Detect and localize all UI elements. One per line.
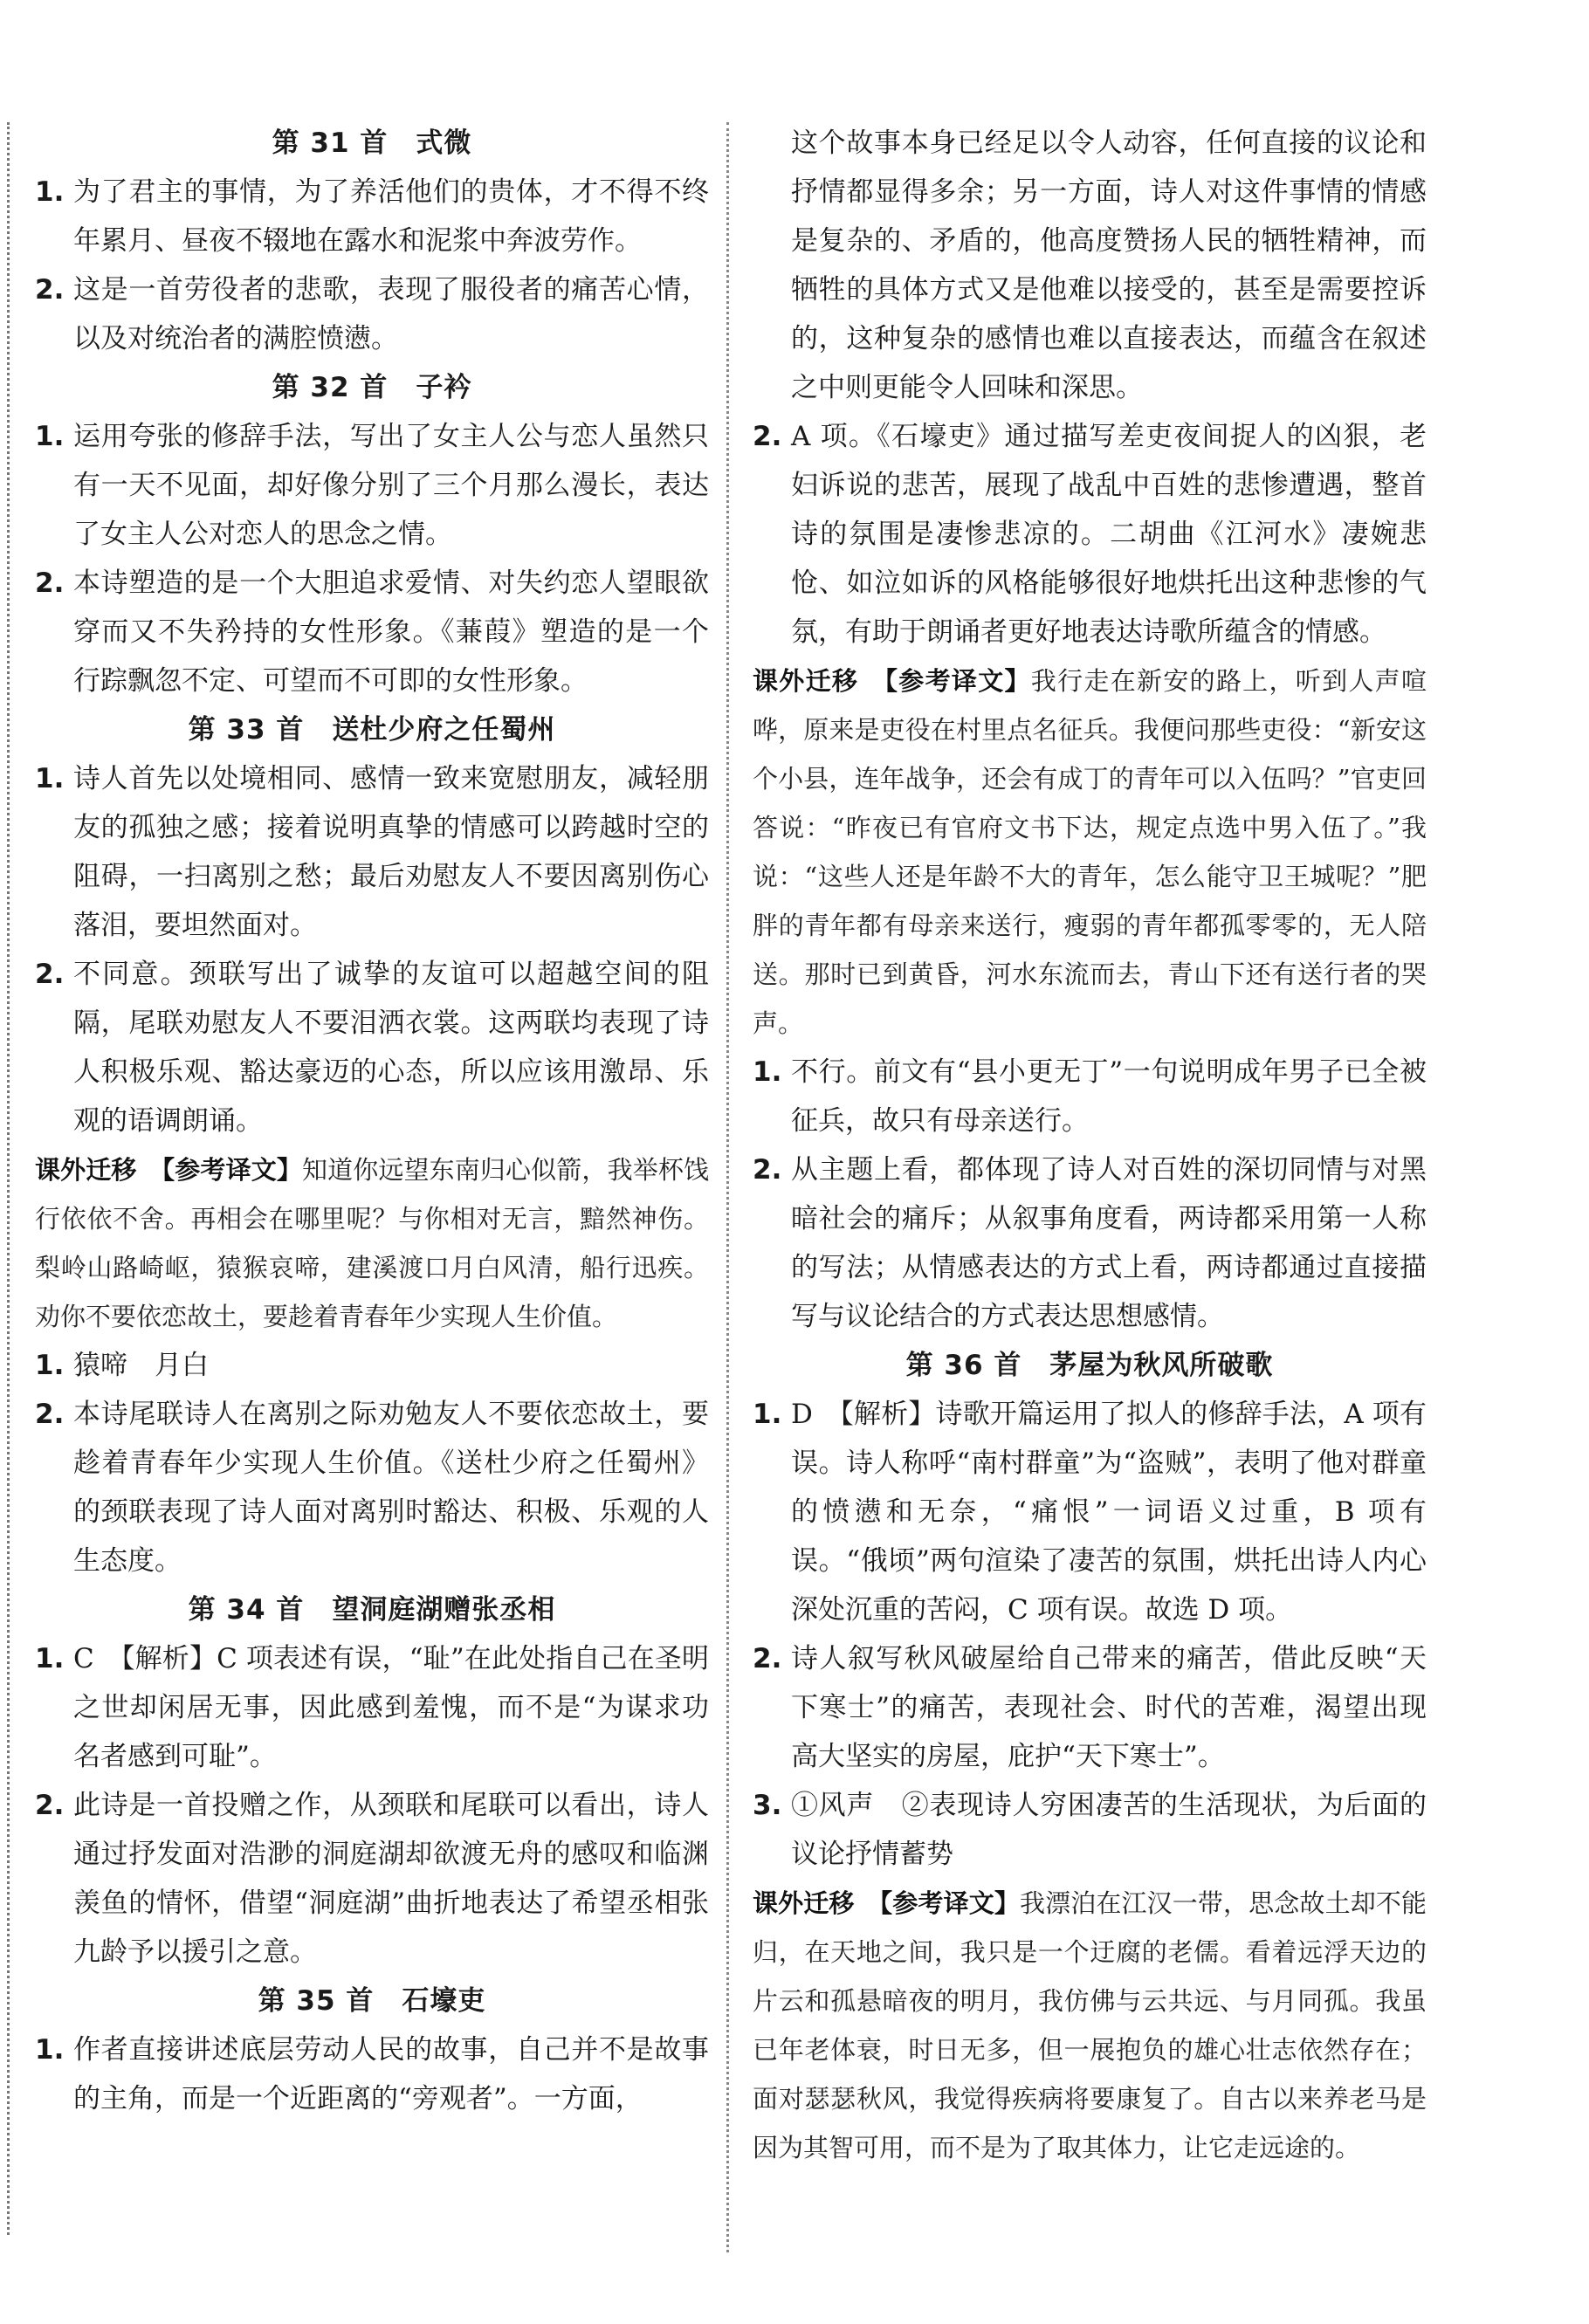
item-number: 2. [35, 959, 65, 990]
item-text: 从主题上看，都体现了诗人对百姓的深切同情与对黑暗社会的痛斥；从叙事角度看，两诗都采用第一人称的写法；从情感表达的方式上看，两诗都通过直接描写与议论结合的方式表达思想感情。 [791, 1154, 1427, 1332]
section-title-32: 第 32 首 子衿 [272, 372, 472, 403]
section-title-36: 第 36 首 茅屋为秋风所破歌 [905, 1350, 1274, 1381]
reference-translation [35, 1145, 709, 1341]
right-column [753, 119, 1427, 2172]
item-number: 2. [753, 421, 782, 452]
continued-text: 这个故事本身已经足以令人动容，任何直接的议论和抒情都显得多余；另一方面，诗人对这件事情的情感是复杂的、矛盾的，他高度赞扬人民的牺牲精神，而牺牲的具体方式又是他难以接受的，甚至是需要控诉的，这种复杂的感情也难以直接表达，而蕴含在叙述之中则更能令人回味和深思。 [791, 127, 1427, 403]
binding-dotted-edge [7, 122, 10, 2235]
section-title-35: 第 35 首 石壕吏 [258, 1985, 486, 2017]
translation-label: 课外迁移 【参考译文】 [753, 1888, 1020, 1918]
item-number: 1. [35, 176, 65, 208]
answer-item [753, 1781, 1427, 1879]
answer-item [35, 412, 709, 559]
item-number: 1. [35, 2034, 65, 2066]
item-text: 这是一首劳役者的悲歌，表现了服役者的痛苦心情，以及对统治者的满腔愤懑。 [73, 274, 709, 354]
answer-item [753, 1145, 1427, 1341]
reference-translation [753, 1879, 1427, 2172]
answer-item [35, 265, 709, 363]
item-text: 猿啼 月白 [73, 1350, 209, 1381]
item-text: 本诗尾联诗人在离别之际劝勉友人不要依恋故土，要趁着青春年少实现人生价值。《送杜少府之任蜀州》的颈联表现了诗人面对离别时豁达、积极、乐观的人生态度。 [73, 1399, 709, 1577]
item-number: 2. [753, 1154, 782, 1186]
item-number: 2. [35, 274, 65, 306]
translation-text: 我漂泊在江汉一带，思念故土却不能归，在天地之间，我只是一个迂腐的老儒。看着远浮天边的片云和孤悬暗夜的明月，我仿佛与云共远、与月同孤。我虽已年老体衰，时日无多，但一展抱负的雄心壮志依然存在；面对瑟瑟秋风，我觉得疾病将要康复了。自古以来养老马是因为其智可用，而不是为了取其体力，让它走远途的。 [753, 1888, 1427, 2162]
item-text: 此诗是一首投赠之作，从颈联和尾联可以看出，诗人通过抒发面对浩渺的洞庭湖却欲渡无舟的感叹和临渊羡鱼的情怀，借望“洞庭湖”曲折地表达了希望丞相张九龄予以援引之意。 [73, 1790, 709, 1968]
item-text: ①风声 ②表现诗人穷困凄苦的生活现状，为后面的议论抒情蓄势 [791, 1790, 1427, 1870]
answer-item [35, 1781, 709, 1977]
answer-item [35, 950, 709, 1145]
item-text: 不行。前文有“县小更无丁”一句说明成年男子已全被征兵，故只有母亲送行。 [791, 1056, 1427, 1137]
item-text: 诗人叙写秋风破屋给自己带来的痛苦，借此反映“天下寒士”的痛苦，表现社会、时代的苦难，渴望出现高大坚实的房屋，庇护“天下寒士”。 [791, 1643, 1427, 1772]
item-text: 为了君主的事情，为了养活他们的贵体，才不得不终年累月、昼夜不辍地在露水和泥浆中奔波劳作。 [73, 176, 709, 257]
answer-item [35, 754, 709, 950]
item-number: 1. [753, 1056, 782, 1088]
item-number: 1. [35, 763, 65, 794]
section-title-33: 第 33 首 送杜少府之任蜀州 [188, 714, 556, 746]
answer-item [753, 1634, 1427, 1781]
answer-item [35, 1341, 709, 1390]
translation-label: 课外迁移 【参考译文】 [35, 1155, 302, 1185]
item-text: 不同意。颈联写出了诚挚的友谊可以超越空间的阻隔，尾联劝慰友人不要泪洒衣裳。这两联均表现了诗人积极乐观、豁达豪迈的心态，所以应该用激昂、乐观的语调朗诵。 [73, 959, 709, 1137]
item-number: 3. [753, 1790, 782, 1821]
translation-text: 知道你远望东南归心似箭，我举杯饯行依依不舍。再相会在哪里呢？与你相对无言，黯然神伤。梨岭山路崎岖，猿猴哀啼，建溪渡口月白风清，船行迅疾。劝你不要依恋故土，要趁着青春年少实现人生价值。 [35, 1155, 709, 1331]
translation-label: 课外迁移 【参考译文】 [753, 666, 1031, 696]
item-text: D 【解析】诗歌开篇运用了拟人的修辞手法，A 项有误。诗人称呼“南村群童”为“盗贼”，表明了他对群童的愤懑和无奈，“痛恨”一词语义过重，B 项有误。“俄顷”两句渲染了凄苦的氛围，烘托出诗人内心深处沉重的苦闷，C 项有误。故选 D 项。 [791, 1399, 1427, 1626]
answer-item [753, 1390, 1427, 1634]
answer-item [35, 559, 709, 705]
item-number: 1. [35, 1350, 65, 1381]
answer-item [35, 1390, 709, 1585]
left-column [35, 119, 709, 2123]
item-number: 1. [35, 421, 65, 452]
translation-text: 我行走在新安的路上，听到人声喧哗，原来是吏役在村里点名征兵。我便问那些吏役：“新安这个小县，连年战争，还会有成丁的青年可以入伍吗？”官吏回答说：“昨夜已有官府文书下达，规定点选中男入伍了。”我说：“这些人还是年龄不大的青年，怎么能守卫王城呢？”肥胖的青年都有母亲来送行，瘦弱的青年都孤零零的，无人陪送。那时已到黄昏，河水东流而去，青山下还有送行者的哭声。 [753, 666, 1427, 1038]
answer-item [35, 168, 709, 265]
item-number: 1. [753, 1399, 782, 1430]
answer-item [753, 412, 1427, 657]
item-text: 运用夸张的修辞手法，写出了女主人公与恋人虽然只有一天不见面，却好像分别了三个月那么漫长，表达了女主人公对恋人的思念之情。 [73, 421, 709, 550]
answer-item [35, 2025, 709, 2123]
item-text: 诗人首先以处境相同、感情一致来宽慰朋友，减轻朋友的孤独之感；接着说明真挚的情感可以跨越时空的阻碍，一扫离别之愁；最后劝慰友人不要因离别伤心落泪，要坦然面对。 [73, 763, 709, 941]
column-divider [726, 122, 729, 2252]
item-text: A 项。《石壕吏》通过描写差吏夜间捉人的凶狠，老妇诉说的悲苦，展现了战乱中百姓的悲惨遭遇，整首诗的氛围是凄惨悲凉的。二胡曲《江河水》凄婉悲怆、如泣如诉的风格能够很好地烘托出这种悲惨的气氛，有助于朗诵者更好地表达诗歌所蕴含的情感。 [791, 421, 1427, 648]
item-text: 作者直接讲述底层劳动人民的故事，自己并不是故事的主角，而是一个近距离的“旁观者”。一方面， [73, 2034, 709, 2114]
item-number: 2. [35, 1399, 65, 1430]
item-number: 2. [35, 567, 65, 599]
item-number: 1. [35, 1643, 65, 1674]
answer-item [753, 1048, 1427, 1145]
answer-item [35, 1634, 709, 1781]
item-text: C 【解析】C 项表述有误，“耻”在此处指自己在圣明之世却闲居无事，因此感到羞愧，而不是“为谋求功名者感到可耻”。 [73, 1643, 709, 1772]
item-text: 本诗塑造的是一个大胆追求爱情、对失约恋人望眼欲穿而又不失矜持的女性形象。《蒹葭》塑造的是一个行踪飘忽不定、可望而不可即的女性形象。 [73, 567, 709, 697]
item-number: 2. [753, 1643, 782, 1674]
item-number: 2. [35, 1790, 65, 1821]
section-title-34: 第 34 首 望洞庭湖赠张丞相 [188, 1594, 556, 1626]
section-title-31: 第 31 首 式微 [272, 127, 472, 159]
reference-translation [753, 657, 1427, 1048]
